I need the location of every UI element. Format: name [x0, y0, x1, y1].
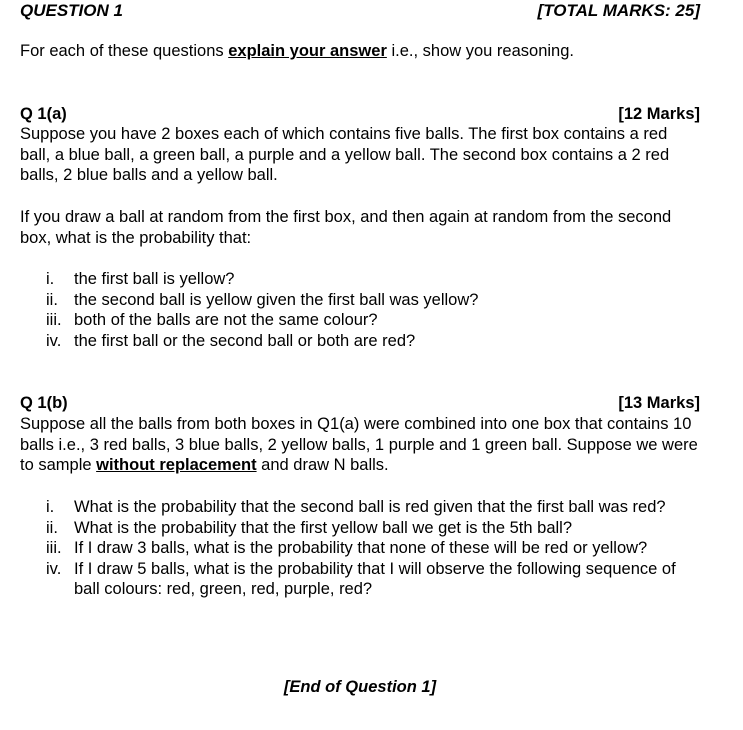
list-item: [20, 538, 700, 559]
list-item: [20, 497, 700, 518]
list-item: [20, 290, 700, 311]
q1b-emphasis: without replacement: [96, 456, 257, 474]
instructions-text-end: i.e., show you reasoning.: [386, 42, 574, 60]
item-number: i.: [46, 498, 55, 516]
item-text: What is the probability that the first yellow ball we get is the 5th ball?: [74, 518, 573, 537]
item-text: If I draw 3 balls, what is the probability that none of these will be red or yellow?: [74, 539, 648, 557]
list-item: [20, 518, 700, 539]
item-text: the first ball is yellow?: [74, 270, 235, 288]
item-text: the second ball is yellow given the first ball was yellow?: [74, 290, 479, 309]
list-item: [20, 269, 700, 290]
item-number: iii.: [46, 311, 62, 329]
item-number: ii.: [46, 290, 58, 309]
q1a-description: Suppose you have 2 boxes each of which contains five balls. The first box contains a red ball, a blue ball, a green ball, a purple and a yellow ball. The second box contains a 2 red balls, 2 blue balls and a yellow ball.: [20, 125, 670, 184]
q1a-prompt: If you draw a ball at random from the first box, and then again at random from the second box, what is the probability that:: [20, 208, 672, 247]
q1b-header: [20, 393, 700, 414]
q1b-text: Suppose all the balls from both boxes in Q1(a) were combined into one box that contains 10 balls i.e., 3 red balls, 3 blue balls, 2 yellow balls, 1 purple and 1 green ball. Suppose we were to sample: [20, 415, 698, 474]
instructions-text: For each of these questions: [20, 42, 229, 60]
q1a-label: Q 1(a): [20, 105, 67, 123]
q1a-header: [20, 104, 700, 125]
item-number: iv.: [46, 331, 62, 350]
end-of-question: [End of Question 1]: [283, 678, 437, 696]
item-number: i.: [46, 270, 55, 288]
instructions: [20, 41, 700, 62]
item-number: ii.: [46, 518, 58, 537]
item-text: What is the probability that the second ball is red given that the first ball was red?: [74, 498, 666, 516]
total-marks: [TOTAL MARKS: 25]: [537, 1, 700, 20]
q1b-label: Q 1(b): [20, 394, 68, 412]
q1a-marks: [12 Marks]: [618, 105, 700, 123]
item-number: iii.: [46, 539, 62, 557]
question-title: QUESTION 1: [20, 1, 123, 20]
item-text: both of the balls are not the same colour?: [74, 311, 378, 329]
item-text: If I draw 5 balls, what is the probability that I will observe the following sequence of ball colours: red, green, red, purple, red?: [74, 559, 676, 598]
list-item: [20, 559, 700, 600]
q1b-text-end: and draw N balls.: [256, 456, 389, 474]
item-number: iv.: [46, 559, 62, 578]
q1a-subquestions: [20, 269, 700, 351]
list-item: [20, 331, 700, 352]
q1b-marks: [13 Marks]: [618, 394, 700, 412]
instructions-emphasis: explain your answer: [228, 42, 387, 60]
q1b-subquestions: [20, 497, 700, 600]
item-text: the first ball or the second ball or both are red?: [74, 331, 416, 350]
question-header: [20, 0, 700, 22]
q1b-description: [20, 414, 700, 476]
list-item: [20, 310, 700, 331]
